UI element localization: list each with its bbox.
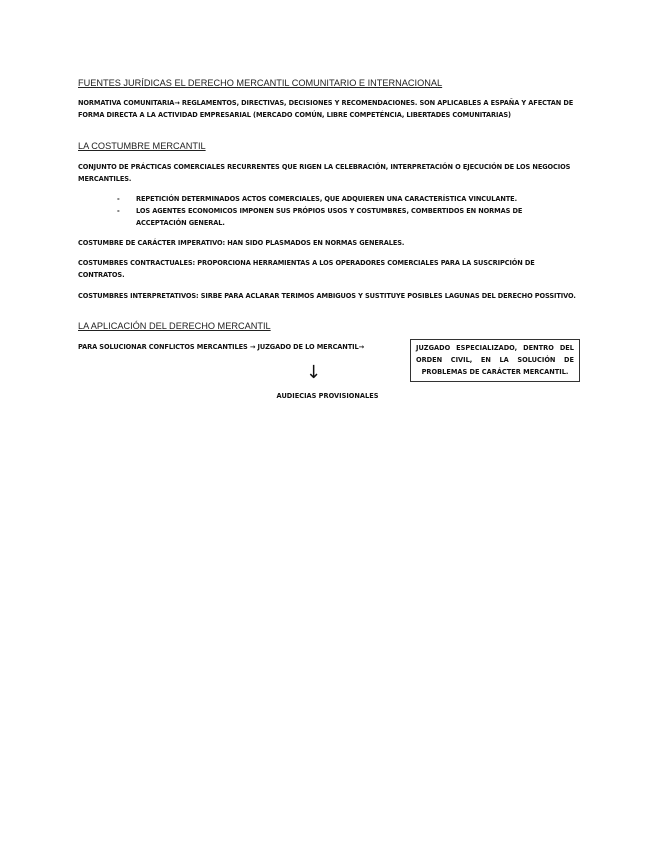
bullet-dash: -: [117, 207, 120, 215]
paragraph-solucionar-conflictos: PARA SOLUCIONAR CONFLICTOS MERCANTILES → JUZGADO DE LO MERCANTIL→: [78, 343, 365, 351]
audiencias-provisionales-label: AUDIECIAS PROVISIONALES: [276, 392, 379, 400]
heading-costumbre-mercantil: LA COSTUMBRE MERCANTIL: [78, 141, 206, 151]
bullet-list: [112, 193, 572, 229]
heading-fuentes-juridicas: FUENTES JURÍDICAS EL DERECHO MERCANTIL COMUNITARIO E INTERNACIONAL: [78, 78, 443, 88]
paragraph-costumbres-interpretativos: COSTUMBRES INTERPRETATIVOS: SIRBE PARA ACLARAR TERIMOS AMBIGUOS Y SUSTITUYE POSIBLES LAGUNAS DEL DERECHO POSSITIVO.: [78, 292, 576, 300]
paragraph-costumbre-imperativo: COSTUMBRE DE CARÁCTER IMPERATIVO: HAN SIDO PLASMADOS EN NORMAS GENERALES.: [78, 239, 405, 247]
bullet-dash: -: [117, 195, 120, 203]
list-item-text: REPETICIÓN DETERMINADOS ACTOS COMERCIALES, QUE ADQUIEREN UNA CARACTERÍSTICA VINCULANTE.: [136, 195, 517, 203]
down-arrow-icon: ↓: [306, 362, 322, 383]
list-item: [112, 193, 572, 205]
juzgado-definition-box: JUZGADO ESPECIALIZADO, DENTRO DEL ORDEN CIVIL, EN LA SOLUCIÓN DE PROBLEMAS DE CARÁCTER MERCANTIL.: [410, 339, 580, 382]
paragraph-costumbres-contractuales: COSTUMBRES CONTRACTUALES: PROPORCIONA HERRAMIENTAS A LOS OPERADORES COMERCIALES PARA LA SUSCRIPCIÓN DE CONTRATOS.: [78, 259, 535, 279]
list-item: [112, 205, 572, 229]
list-item-text: LOS AGENTES ECONOMICOS IMPONEN SUS PRÓPIOS USOS Y COSTUMBRES, COMBERTIDOS EN NORMAS DE ACCEPTACIÓN GENERAL.: [136, 207, 523, 227]
paragraph-normativa-comunitaria: NORMATIVA COMUNITARIA→ REGLAMENTOS, DIRECTIVAS, DECISIONES Y RECOMENDACIONES. SON APLICABLES A ESPAÑA Y AFECTAN DE FORMA DIRECTA A LA ACTIVIDAD EMPRESARIAL (MERCADO COMÚN, LIBRE COMPETÉNCIA, LIBERTADES COMUNITARIAS): [78, 99, 574, 119]
paragraph-conjunto-practicas: CONJUNTO DE PRÁCTICAS COMERCIALES RECURRENTES QUE RIGEN LA CELEBRACIÓN, INTERPRETACIÓN O EJECUCIÓN DE LOS NEGOCIOS MERCANTILES.: [78, 163, 571, 183]
heading-aplicacion-derecho: LA APLICACIÓN DEL DERECHO MERCANTIL: [78, 321, 271, 331]
